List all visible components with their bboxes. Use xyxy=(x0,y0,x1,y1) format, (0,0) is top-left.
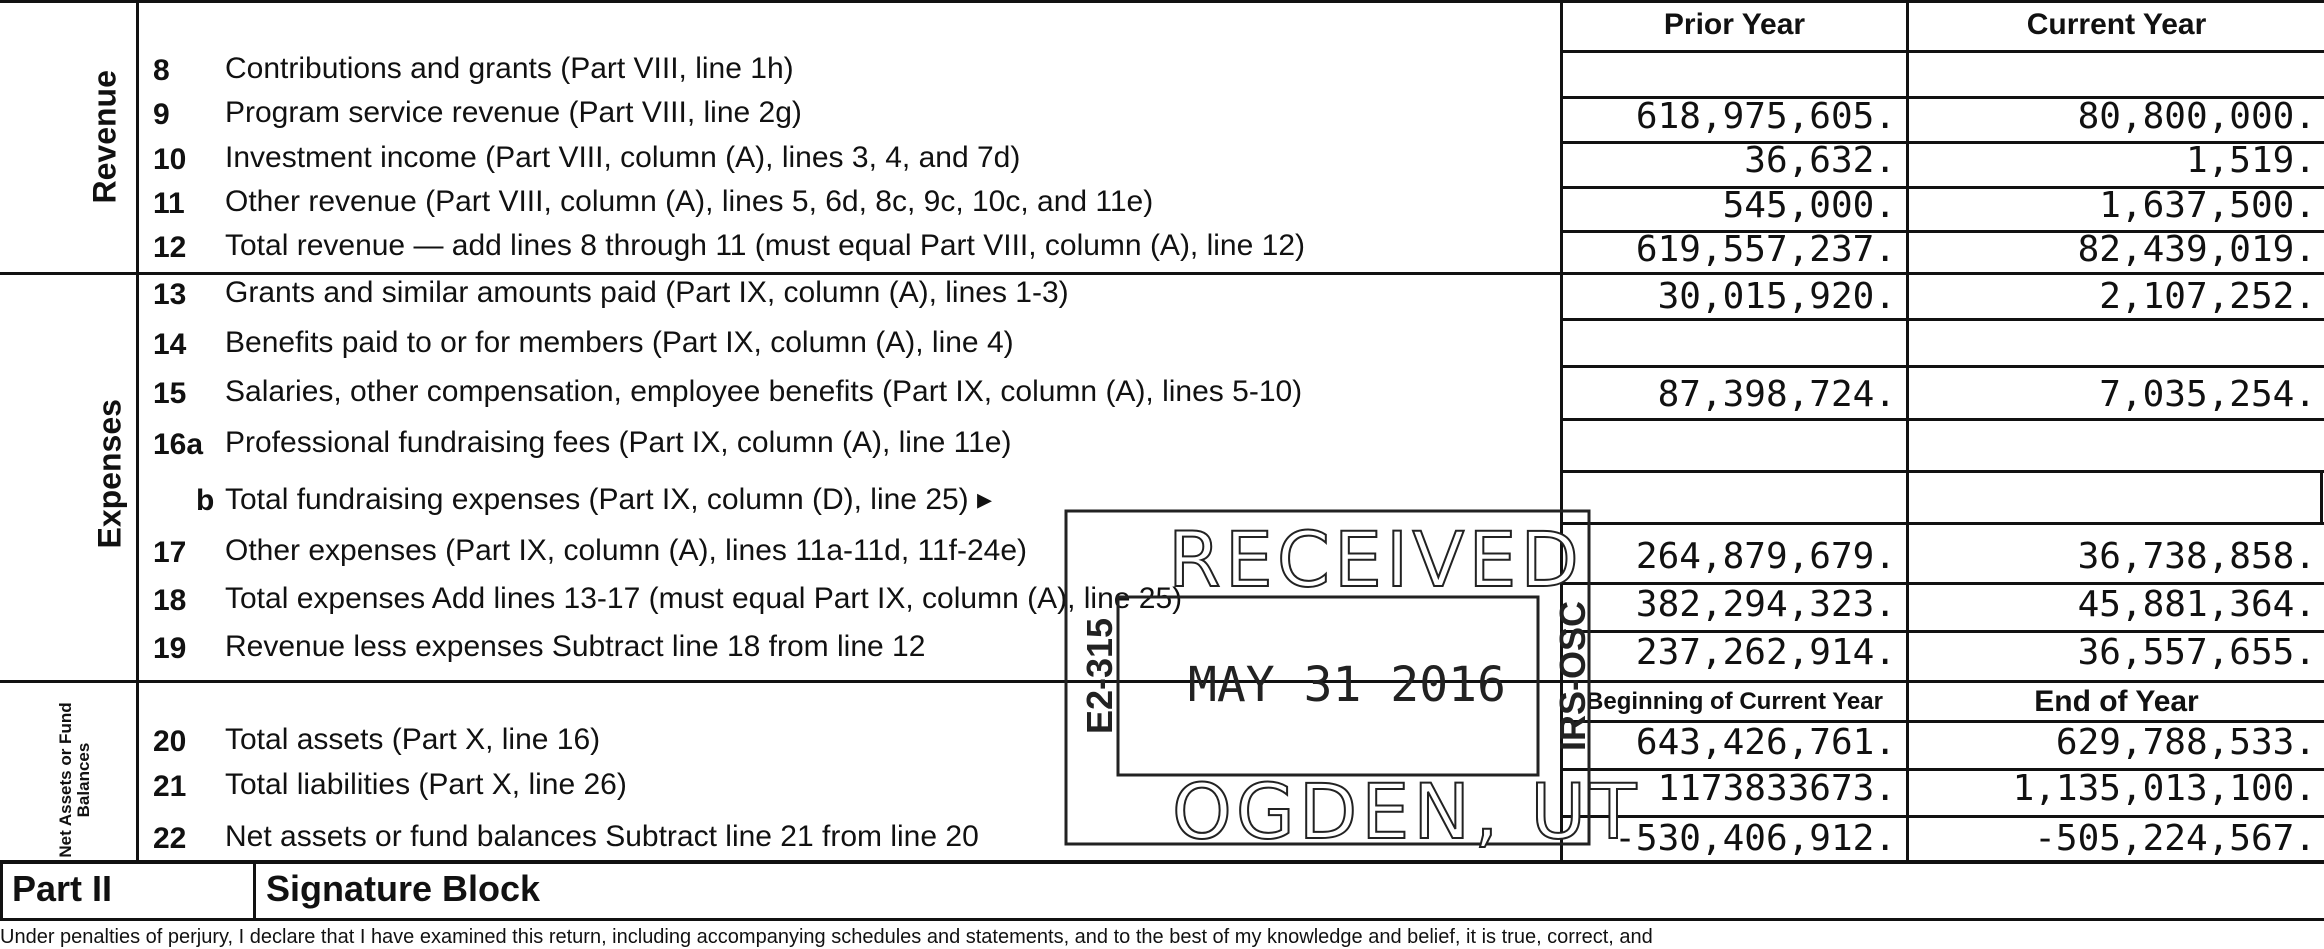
line-number: 17 xyxy=(153,536,187,569)
revenue-bottom-rule xyxy=(0,272,2324,275)
line-description: Total liabilities (Part X, line 26) xyxy=(225,768,627,801)
current-year-amount: 7,035,254. xyxy=(2099,374,2316,415)
row-rule xyxy=(1560,50,2324,53)
end-of-year-amount: 629,788,533. xyxy=(2055,722,2316,763)
part2-title: Signature Block xyxy=(266,868,541,909)
line-description: Investment income (Part VIII, column (A), lines 3, 4, and 7d) xyxy=(225,141,1021,174)
current-year-header: Current Year xyxy=(2026,8,2207,41)
part2-left-border xyxy=(0,862,3,918)
line-number: 11 xyxy=(153,187,185,220)
stamp-right-code: IRS-OSC xyxy=(1552,600,1593,751)
penalty-statement: Under penalties of perjury, I declare that I have examined this return, including accompanying schedules and statements, and to the best of my knowledge and belief, it is true, correct, and xyxy=(0,926,1653,948)
stamp-date: MAY 31 2016 xyxy=(1188,657,1506,713)
stamp-left-code: E2-315 xyxy=(1079,617,1120,735)
line-number: 12 xyxy=(153,231,187,264)
stamp-frame xyxy=(1060,505,1595,850)
end-of-year-amount: -505,224,567. xyxy=(2034,818,2316,859)
line-description: Grants and similar amounts paid (Part IX, column (A), lines 1-3) xyxy=(225,276,1069,309)
line-description: Other revenue (Part VIII, column (A), lines 5, 6d, 8c, 9c, 10c, and 11e) xyxy=(225,185,1154,218)
beginning-year-amount: -530,406,912. xyxy=(1614,818,1896,859)
line-number: 22 xyxy=(153,822,187,855)
prior-year-amount: 87,398,724. xyxy=(1657,374,1896,415)
row-rule xyxy=(1560,418,2324,421)
end-year-header: End of Year xyxy=(2034,685,2199,718)
line-description: Other expenses (Part IX, column (A), lines 11a-11d, 11f-24e) xyxy=(225,534,1028,567)
line-description: Revenue less expenses Subtract line 18 from line 12 xyxy=(225,630,926,663)
row-rule xyxy=(1560,470,2324,473)
line-number: 8 xyxy=(153,54,170,87)
prior-year-amount: 382,294,323. xyxy=(1635,584,1896,625)
line-description: Salaries, other compensation, employee benefits (Part IX, column (A), lines 5-10) xyxy=(225,375,1303,408)
current-year-amount: 2,107,252. xyxy=(2099,276,2316,317)
line-number: 18 xyxy=(153,584,187,617)
line-description: Contributions and grants (Part VIII, line 1h) xyxy=(225,52,794,85)
current-year-amount: 1,519. xyxy=(2185,140,2316,181)
line-number: b xyxy=(196,484,215,517)
prior-year-amount: 619,557,237. xyxy=(1635,229,1896,270)
section-divider xyxy=(136,0,139,860)
current-year-amount: 36,557,655. xyxy=(2077,632,2316,673)
row-16b-box-right xyxy=(2320,470,2323,522)
current-year-amount: 80,800,000. xyxy=(2077,96,2316,137)
top-rule xyxy=(0,0,2324,3)
beginning-year-amount: 643,426,761. xyxy=(1635,722,1896,763)
line-number: 13 xyxy=(153,278,187,311)
prior-year-header: Prior Year xyxy=(1663,8,1806,41)
line-description: Net assets or fund balances Subtract line 21 from line 20 xyxy=(225,820,979,853)
line-description: Total expenses Add lines 13-17 (must equal Part IX, column (A), line 25) xyxy=(225,582,1183,615)
line-number: 20 xyxy=(153,725,187,758)
line-description: Total fundraising expenses (Part IX, column (D), line 25) ▸ xyxy=(225,483,993,516)
line-number: 16a xyxy=(153,428,204,461)
line-description: Program service revenue (Part VIII, line 2g) xyxy=(225,96,802,129)
prior-year-amount: 545,000. xyxy=(1722,185,1896,226)
expenses-section-label: Expenses xyxy=(91,399,128,549)
line-number: 14 xyxy=(153,328,187,361)
part2-divider xyxy=(253,862,256,918)
row-rule xyxy=(1560,522,2324,525)
part1-bottom-rule xyxy=(0,860,2324,864)
prior-year-amount: 618,975,605. xyxy=(1635,96,1896,137)
line-number: 21 xyxy=(153,770,187,803)
prior-year-amount: 36,632. xyxy=(1744,140,1896,181)
part2-label: Part II xyxy=(12,868,113,909)
received-stamp xyxy=(1060,505,1641,856)
current-col-left-border xyxy=(1906,0,1909,860)
stamp-received: RECEIVED xyxy=(1168,515,1583,604)
stamp-location: OGDEN, UT xyxy=(1172,767,1641,856)
current-year-amount: 45,881,364. xyxy=(2077,584,2316,625)
prior-col-left-border xyxy=(1560,0,1563,860)
line-number: 15 xyxy=(153,377,187,410)
row-rule xyxy=(1560,318,2324,321)
line-description: Total revenue — add lines 8 through 11 (must equal Part VIII, column (A), line 12) xyxy=(225,229,1305,262)
expenses-bottom-rule xyxy=(0,680,2324,683)
line-description: Benefits paid to or for members (Part IX, column (A), line 4) xyxy=(225,326,1014,359)
line-number: 9 xyxy=(153,98,170,131)
prior-year-amount: 237,262,914. xyxy=(1635,632,1896,673)
revenue-section-label: Revenue xyxy=(86,70,123,204)
prior-year-amount: 30,015,920. xyxy=(1657,276,1896,317)
line-description: Professional fundraising fees (Part IX, column (A), line 11e) xyxy=(225,426,1012,459)
line-number: 19 xyxy=(153,632,187,665)
current-year-amount: 82,439,019. xyxy=(2077,229,2316,270)
current-year-amount: 36,738,858. xyxy=(2077,536,2316,577)
current-year-amount: 1,637,500. xyxy=(2099,185,2316,226)
line-number: 10 xyxy=(153,143,187,176)
row-rule xyxy=(1560,365,2324,368)
line-description: Total assets (Part X, line 16) xyxy=(225,723,601,756)
net-assets-section-label: Net Assets or Fund Balances xyxy=(56,702,93,858)
end-of-year-amount: 1,135,013,100. xyxy=(2012,768,2316,809)
prior-year-amount: 264,879,679. xyxy=(1635,536,1896,577)
beginning-year-amount: 1173833673. xyxy=(1657,768,1896,809)
beginning-year-header: Beginning of Current Year xyxy=(1586,688,1883,715)
part2-bottom-rule xyxy=(0,918,2324,921)
